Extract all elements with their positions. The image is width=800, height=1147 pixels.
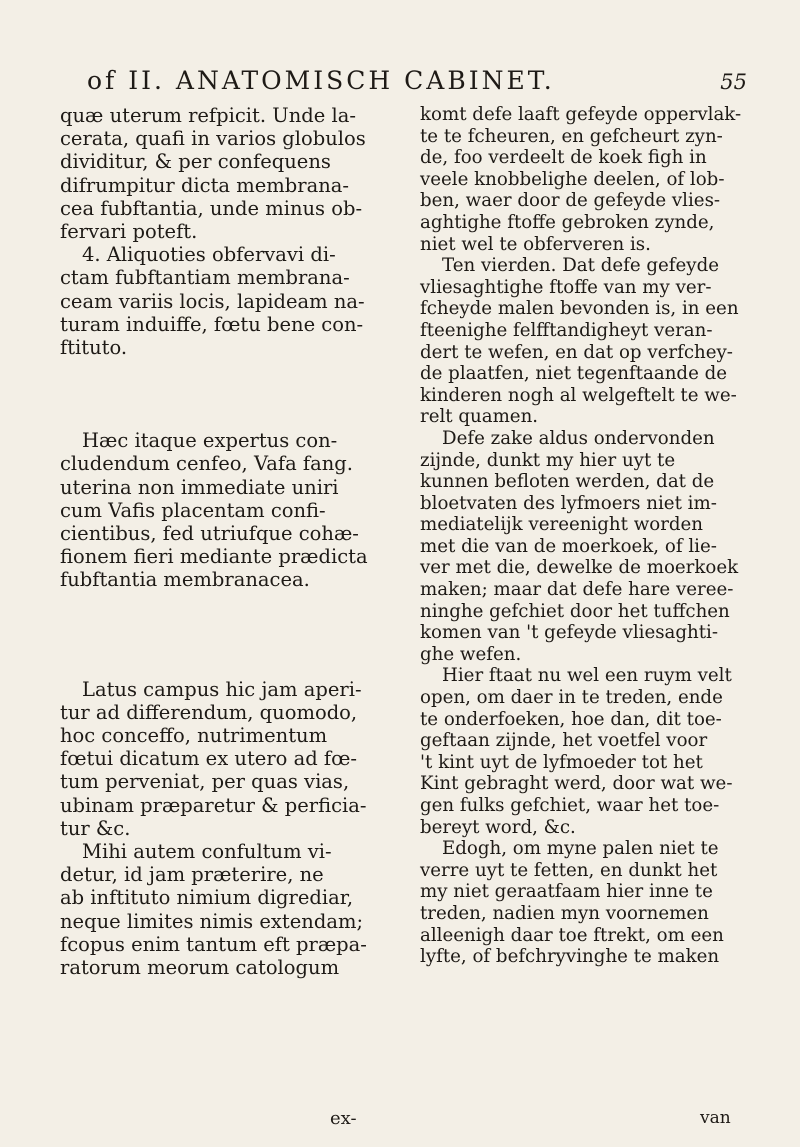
text-line: cludendum cenfeo, Vafa fang. [60, 452, 353, 476]
text-line: Latus campus hic jam aperi- [82, 677, 362, 701]
catchword-right: van [700, 1108, 731, 1128]
left-paragraph-4 [60, 678, 405, 840]
text-line: fionem fieri mediante prædicta [60, 545, 368, 569]
text-line: tum perveniat, per quas vias, [60, 770, 350, 794]
text-line: treden, nadien myn voornemen [420, 902, 709, 924]
text-line: ghe wefen. [420, 643, 522, 665]
text-line: cientibus, fed utriufque cohæ- [60, 522, 359, 546]
text-line: komt defe laaft gefeyde oppervlak- [420, 104, 742, 125]
text-line: fubftantia membranacea. [60, 568, 310, 592]
text-line: ben, waer door de gefeyde vlies- [420, 190, 721, 212]
text-line: veele knobbelighe deelen, of lob- [420, 168, 725, 190]
right-paragraph-4 [420, 665, 745, 838]
text-line: ftituto. [60, 336, 128, 360]
text-line: ab inftituto nimium digrediar, [60, 886, 354, 910]
blank-space [60, 359, 405, 429]
text-line: ver met die, dewelke de moerkoek [420, 557, 739, 579]
text-line: quæ uterum refpicit. Unde la- [60, 104, 356, 127]
text-line: tur ad differendum, quomodo, [60, 700, 358, 724]
text-line: maken; maar dat defe hare veree- [420, 579, 734, 601]
text-line: detur, id jam præterire, ne [60, 863, 324, 887]
text-line: cerata, quafi in varios globulos [60, 127, 366, 151]
text-line: fcopus enim tantum eft præpa- [60, 932, 367, 956]
text-line: Edogh, om myne palen niet te [442, 838, 719, 860]
text-line: 't kint uyt de lyfmoeder tot het [420, 751, 703, 773]
text-line: Defe zake aldus ondervonden [442, 427, 715, 449]
text-line: ninghe gefchiet door het tuffchen [420, 600, 730, 622]
text-line: hoc conceffo, nutrimentum [60, 724, 328, 748]
text-line: mediatelijk vereenight worden [420, 514, 704, 536]
text-line: turam induiffe, fœtu bene con- [60, 312, 364, 336]
text-line: komen van 't gefeyde vliesaghti- [420, 622, 719, 644]
text-line: verre uyt te fetten, en dunkt het [420, 859, 718, 881]
right-paragraph-1 [420, 104, 745, 255]
text-line: bloetvaten des lyfmoers niet im- [420, 492, 717, 514]
text-line: vliesaghtighe ftoffe van my ver- [420, 276, 712, 298]
text-line: difrumpitur dicta membrana- [60, 173, 349, 197]
text-line: zijnde, dunkt my hier uyt te [420, 449, 676, 471]
left-paragraph-3 [60, 429, 405, 591]
text-line: relt quamen. [420, 406, 539, 428]
text-line: Hæc itaque expertus con- [82, 429, 338, 453]
text-line: ctam fubftantiam membrana- [60, 266, 350, 290]
text-line: bereyt word, &c. [420, 816, 576, 838]
page-number: 55 [720, 70, 747, 94]
text-line: fœtui dicatum ex utero ad fœ- [60, 747, 358, 771]
text-line: met die van de moerkoek, of lie- [420, 535, 717, 557]
text-line: niet wel te obferveren is. [420, 233, 651, 255]
blank-space [60, 592, 405, 678]
left-paragraph-2 [60, 243, 405, 359]
text-line: kunnen befloten werden, dat de [420, 471, 715, 493]
left-paragraph-5 [60, 840, 405, 979]
text-line: tur &c. [60, 816, 131, 840]
text-line: ceam variis locis, lapideam na- [60, 289, 365, 313]
text-line: uterina non immediate uniri [60, 475, 339, 499]
text-line: te onderfoeken, hoe dan, dit toe- [420, 708, 722, 730]
text-line: de, foo verdeelt de koek figh in [420, 147, 707, 169]
right-column-dutch [420, 104, 745, 968]
text-line: geftaan zijnde, het voetfel voor [420, 730, 708, 752]
text-line: Ten vierden. Dat defe gefeyde [442, 255, 719, 277]
right-paragraph-5 [420, 838, 745, 968]
text-line: te te fcheuren, en gefcheurt zyn- [420, 125, 723, 147]
page-header [55, 66, 755, 100]
text-line: my niet geraatfaam hier inne te [420, 881, 713, 903]
left-column-latin [60, 104, 405, 979]
text-line: ratorum meorum catologum [60, 956, 340, 980]
text-line: alleenigh daar toe ftrekt, om een [420, 924, 724, 946]
text-line: aghtighe ftoffe gebroken zynde, [420, 211, 715, 233]
text-line: dert te wefen, en dat op verfchey- [420, 341, 733, 363]
right-paragraph-2 [420, 255, 745, 428]
text-line: lyfte, of befchryvinghe te maken [420, 946, 720, 968]
right-paragraph-3 [420, 428, 745, 666]
catchword-left: ex- [330, 1108, 357, 1129]
text-line: fervari poteft. [60, 220, 198, 244]
text-line: Hier ftaat nu wel een ruym velt [442, 665, 732, 687]
text-line: kinderen nogh al welgeftelt te we- [420, 384, 737, 406]
text-line: ubinam præparetur & perficia- [60, 793, 367, 817]
text-line: gen fulks gefchiet, waar het toe- [420, 795, 720, 816]
text-line: neque limites nimis extendam; [60, 909, 364, 933]
text-line: cum Vafis placentam confi- [60, 498, 326, 522]
text-line: Mihi autem confultum vi- [82, 840, 332, 864]
text-line: fcheyde malen bevonden is, in een [420, 298, 739, 320]
text-line: open, om daer in te treden, ende [420, 687, 723, 709]
text-line: 4. Aliquoties obfervavi di- [82, 243, 336, 267]
text-line: fteenighe felfftandigheyt veran- [420, 319, 713, 341]
running-head: of II. ANATOMISCH CABINET. [87, 66, 555, 95]
text-line: cea fubftantia, unde minus ob- [60, 196, 363, 220]
text-line: dividitur, & per confequens [60, 150, 331, 174]
text-line: de plaatfen, niet tegenftaande de [420, 363, 728, 385]
text-line: Kint gebraght werd, door wat we- [420, 773, 733, 795]
left-paragraph-1 [60, 104, 405, 243]
